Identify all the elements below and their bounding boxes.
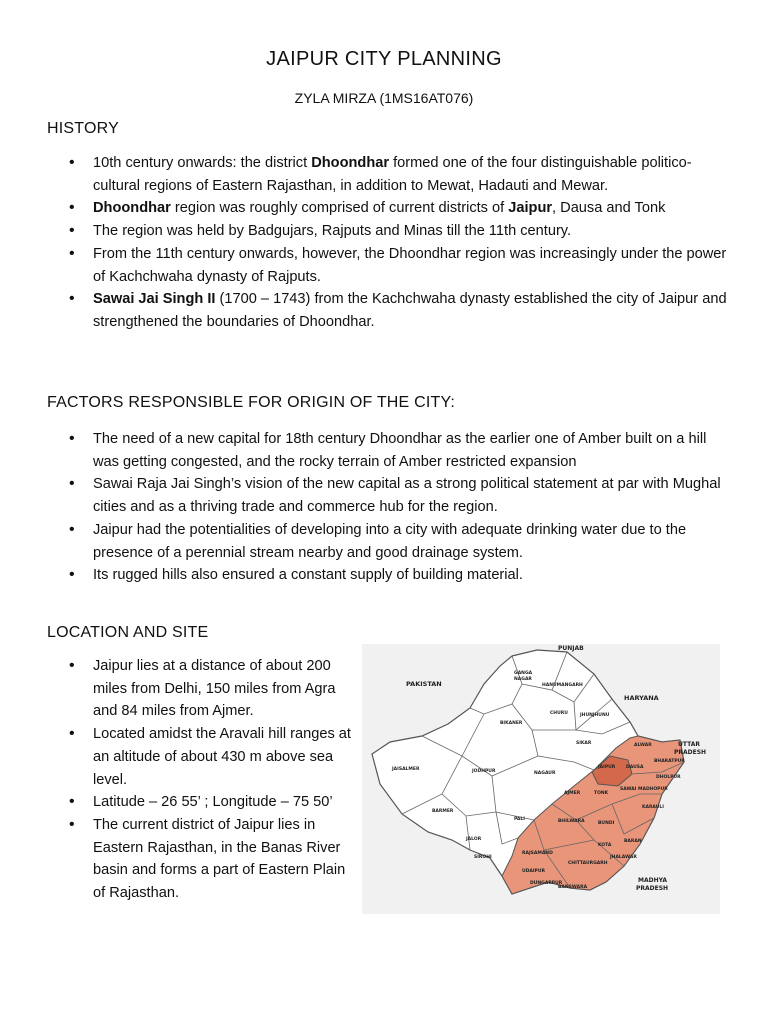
- author-line: ZYLA MIRZA (1MS16AT076): [294, 90, 474, 106]
- text-run: Its rugged hills also ensured a constant supply of building material.: [93, 567, 523, 584]
- svg-text:JAISALMER: JAISALMER: [392, 767, 420, 772]
- svg-text:KOTA: KOTA: [598, 843, 612, 848]
- bold-text: Jaipur: [508, 200, 553, 217]
- text-run: Latitude – 26 55’ ; Longitude – 75 50’: [93, 794, 333, 811]
- text-run: The need of a new capital for 18th century Dhoondhar as the earlier one of Amber built on a hill was getting congested, and the rocky terrain of Amber restricted expansion: [93, 431, 707, 470]
- svg-text:NAGAUR: NAGAUR: [534, 771, 556, 776]
- text-run: , Dausa and Tonk: [552, 200, 666, 217]
- factors-heading: FACTORS RESPONSIBLE FOR ORIGIN OF THE CITY:: [47, 394, 456, 411]
- factors-list: [47, 428, 727, 587]
- svg-text:AJMER: AJMER: [564, 791, 581, 796]
- text-run: Jaipur lies at a distance of about 200 miles from Delhi, 150 miles from Agra and 84 miles from Ajmer.: [93, 658, 336, 720]
- text-run: Located amidst the Aravali hill ranges at an altitude of about 430 m above sea level.: [93, 726, 351, 788]
- svg-text:JHALAWAR: JHALAWAR: [610, 855, 637, 860]
- svg-text:SIROHI: SIROHI: [474, 855, 492, 860]
- svg-text:CHITTAURGARH: CHITTAURGARH: [568, 861, 608, 866]
- bullet-item: [47, 288, 727, 333]
- bullet-item: [47, 197, 727, 220]
- bold-text: Sawai Jai Singh II: [93, 291, 216, 308]
- svg-text:BUNDI: BUNDI: [598, 821, 615, 826]
- bold-text: Dhoondhar: [311, 155, 390, 171]
- bullet-item: [47, 814, 352, 905]
- svg-text:PAKISTAN: PAKISTAN: [406, 680, 442, 688]
- bullet-item: [47, 564, 727, 587]
- svg-text:TONK: TONK: [594, 791, 609, 796]
- bold-text: Dhoondhar: [93, 200, 171, 217]
- bullet-item: [47, 791, 352, 814]
- svg-text:PUNJAB: PUNJAB: [558, 645, 584, 652]
- svg-text:BIKANER: BIKANER: [500, 721, 523, 726]
- svg-text:ALWAR: ALWAR: [634, 743, 652, 748]
- text-run: Jaipur had the potentialities of developing into a city with adequate drinking water due to the presence of a perennial stream nearby and good drainage system.: [93, 521, 687, 561]
- bullet-item: [47, 428, 727, 473]
- svg-text:SAWAI MADHOPUR: SAWAI MADHOPUR: [620, 787, 668, 792]
- svg-text:RAJSAMAND: RAJSAMAND: [522, 851, 553, 856]
- svg-text:CHURU: CHURU: [550, 711, 568, 716]
- svg-text:UTTAR: UTTAR: [678, 741, 700, 748]
- svg-text:HARYANA: HARYANA: [624, 694, 659, 702]
- history-list: [47, 152, 727, 334]
- text-run: The region was held by Badgujars, Rajputs and Minas till the 11th century.: [93, 223, 572, 240]
- svg-text:MADHYA: MADHYA: [638, 877, 668, 884]
- bullet-item: [47, 655, 352, 723]
- svg-text:GANGA: GANGA: [514, 671, 533, 676]
- bullet-item: [47, 723, 352, 791]
- svg-text:HANUMANGARH: HANUMANGARH: [542, 683, 583, 688]
- svg-text:DHOLPUR: DHOLPUR: [656, 775, 681, 780]
- svg-text:SIKAR: SIKAR: [576, 741, 592, 746]
- bullet-item: [47, 519, 727, 564]
- text-run: formed one of the four distinguishable politico-cultural regions of Eastern Rajasthan, in addition to Mewat, Hadauti and Mewar.: [93, 155, 692, 194]
- bullet-item: [47, 152, 727, 197]
- history-heading: HISTORY: [47, 120, 119, 137]
- svg-text:BHARATPUR: BHARATPUR: [654, 759, 685, 764]
- svg-text:BARAN: BARAN: [624, 839, 642, 844]
- bullet-item: [47, 220, 727, 243]
- text-run: The current district of Jaipur lies in Eastern Rajasthan, in the Banas River basin and forms a part of Eastern Plain of Rajasthan.: [93, 816, 346, 902]
- svg-text:NAGAR: NAGAR: [514, 677, 532, 682]
- svg-text:UDAIPUR: UDAIPUR: [522, 869, 545, 874]
- svg-text:DAUSA: DAUSA: [626, 765, 644, 770]
- page-title: JAIPUR CITY PLANNING: [266, 48, 502, 70]
- bullet-item: [47, 473, 727, 518]
- svg-text:BHILWARA: BHILWARA: [558, 819, 585, 824]
- location-list: [47, 655, 352, 905]
- svg-text:KARAULI: KARAULI: [642, 805, 664, 810]
- svg-text:BANSWARA: BANSWARA: [558, 885, 588, 890]
- bullet-item: [47, 243, 727, 288]
- location-heading: LOCATION AND SITE: [47, 624, 209, 641]
- svg-text:JODHPUR: JODHPUR: [472, 769, 496, 774]
- text-run: region was roughly comprised of current districts of: [170, 200, 509, 217]
- svg-text:BARMER: BARMER: [432, 809, 454, 814]
- svg-text:DUNGARPUR: DUNGARPUR: [530, 881, 563, 886]
- text-run: From the 11th century onwards, however, the Dhoondhar region was increasingly under the power of Kachchwaha dynasty of Rajputs.: [93, 245, 727, 285]
- svg-text:JHUNJHUNU: JHUNJHUNU: [580, 713, 610, 718]
- svg-text:JALOR: JALOR: [466, 837, 482, 842]
- svg-text:PALI: PALI: [514, 817, 525, 822]
- svg-text:PRADESH: PRADESH: [674, 749, 707, 756]
- text-run: (1700 – 1743) from the Kachchwaha dynasty established the city of Jaipur and strengthened the boundaries of Dhoondhar.: [93, 291, 727, 330]
- rajasthan-district-map: [362, 644, 720, 914]
- svg-text:JAIPUR: JAIPUR: [598, 765, 616, 770]
- text-run: Sawai Raja Jai Singh’s vision of the new capital as a strong political statement at par with Mughal cities and as a thriving trade and commerce hub for the region.: [93, 476, 721, 516]
- svg-text:PRADESH: PRADESH: [636, 885, 669, 892]
- text-run: 10th century onwards: the district: [93, 155, 312, 171]
